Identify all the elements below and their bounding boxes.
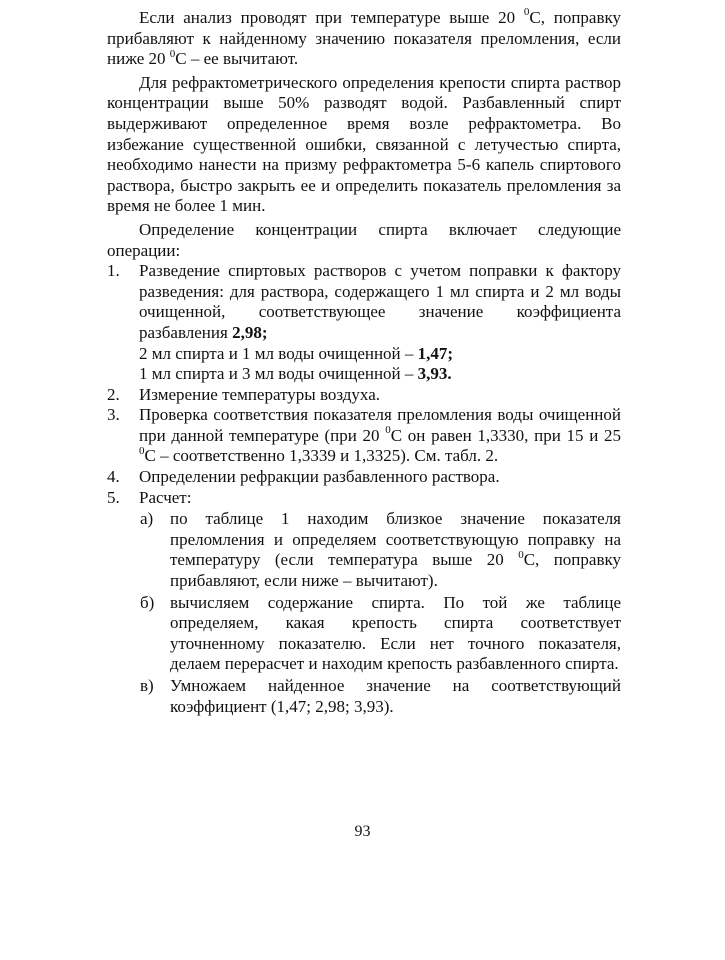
list-item-3 (107, 405, 621, 467)
text-run: Проверка соответствия показателя преломления воды очищенной при данной температуре (при 20 (139, 405, 621, 445)
text-run: 1 мл спирта и 3 мл воды очищенной – (139, 364, 418, 384)
coefficient-value: 3,93. (417, 364, 452, 384)
degree-superscript: 0 (385, 424, 391, 437)
paragraph-temperature-correction (107, 8, 621, 70)
degree-superscript: 0 (523, 6, 530, 19)
degree-superscript: 0 (518, 548, 524, 561)
step-line (139, 364, 621, 385)
paragraph-dilution: Для рефрактометрического определения крепости спирта раствор концентрации выше 50% разводят водой. Разбавленный спирт выдерживают определенное время возле рефрактометра. Во избежание существенной ошибки, связанной с летучестью спирта, необходимо нанести на призму рефрактометра 5-6 капель спиртового раствора, быстро закрыть ее и определить показатель преломления за время не более 1 мин. (107, 72, 621, 216)
list-number: 1. (107, 261, 120, 281)
list-item-body: Определении рефракции разбавленного раствора. (139, 467, 500, 487)
sublist-letter: а) (140, 509, 154, 529)
list-item-1 (107, 261, 621, 385)
list-item-body: Измерение температуры воздуха. (139, 384, 380, 404)
list-number: 2. (107, 384, 120, 404)
text-run: С, поправку прибавляют к найденному значению показателя преломления, если ниже 20 (107, 8, 622, 69)
coefficient-value: 1,47; (417, 343, 454, 363)
page-number: 93 (354, 823, 371, 840)
list-number: 3. (107, 405, 120, 425)
list-item-2 (107, 385, 621, 406)
sublist-item-body: вычисляем содержание спирта. По той же таблице определяем, какая крепость спирта соответствует уточненному показателю. Если нет точного показателя, делаем перерасчет и находим крепость разбавленного спирта. (170, 592, 621, 674)
text-run: Если анализ проводят при температуре выше 20 (139, 8, 524, 27)
text-run: 2 мл спирта и 1 мл воды очищенной – (139, 343, 418, 363)
operations-list (107, 261, 621, 717)
step-text: Разведение спиртовых растворов с учетом поправки к фактору разведения: для раствора, содержащего 1 мл спирта и 2 мл воды очищенной, соответствующее значение коэффициента разбавления (139, 261, 621, 342)
step-text: Расчет: (139, 487, 192, 507)
sublist-item-b (139, 593, 621, 675)
sublist-item-body: Умножаем найденное значение на соответствующий коэффициент (1,47; 2,98; 3,93). (170, 676, 621, 716)
text-run: С, поправку прибавляют, если ниже – вычитают). (170, 550, 621, 591)
list-number: 5. (107, 487, 120, 507)
step-line (139, 344, 621, 365)
degree-superscript: 0 (169, 47, 176, 60)
list-item-5 (107, 488, 621, 718)
sublist-item-c (139, 676, 621, 717)
degree-superscript: 0 (139, 444, 145, 457)
calculation-sublist (139, 509, 621, 717)
sublist-letter: в) (140, 676, 154, 695)
list-item-4 (107, 467, 621, 488)
sublist-letter: б) (140, 592, 155, 612)
sublist-item-body (170, 509, 621, 591)
list-item-body (139, 405, 621, 467)
text-run: С он равен 1,3330, при 15 и 25 (390, 425, 621, 445)
sublist-item-a (139, 509, 621, 591)
text-run: С – соответственно 1,3339 и 1,3325). См. табл. 2. (144, 446, 499, 466)
list-item-body (139, 488, 621, 718)
text-run: С – ее вычитают. (175, 49, 299, 69)
list-number: 4. (107, 467, 120, 487)
document-page (107, 8, 621, 717)
text-run: по таблице 1 находим близкое значение показателя преломления и определяем соответствующую поправку на температуру (если температура выше 20 (170, 509, 621, 570)
coefficient-value: 2,98; (232, 322, 268, 342)
paragraph-operations-intro: Определение концентрации спирта включает следующие операции: (107, 219, 621, 260)
list-item-body (139, 261, 621, 385)
